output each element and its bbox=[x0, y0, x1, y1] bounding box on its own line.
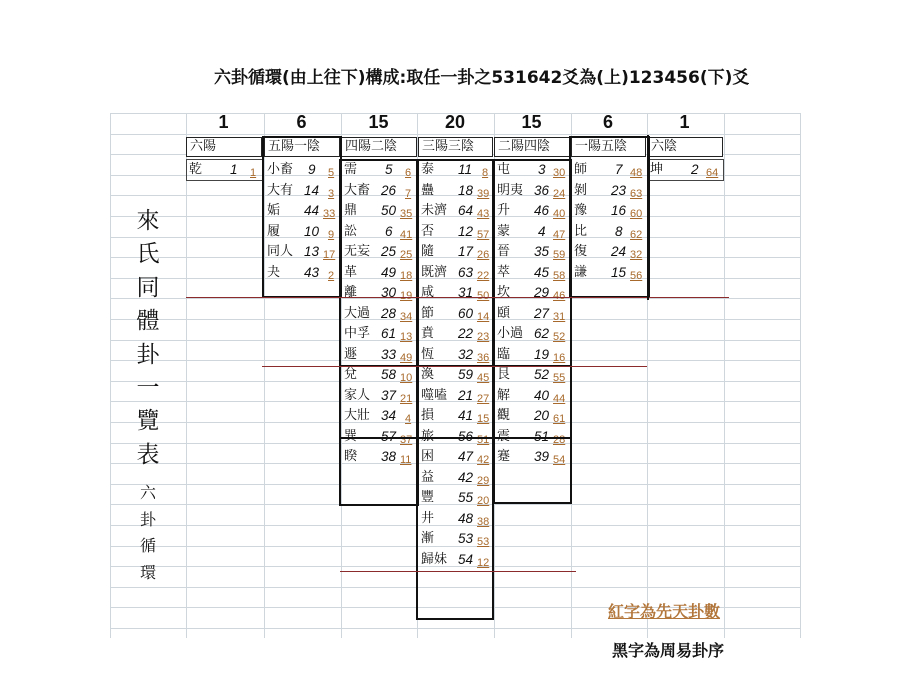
xiantian-number: 1 bbox=[250, 167, 257, 179]
hexagram-name: 大壯 bbox=[344, 408, 371, 423]
xiantian-number: 22 bbox=[477, 269, 490, 282]
hexagram-name: 頤 bbox=[497, 305, 511, 321]
xiantian-number: 11 bbox=[400, 454, 412, 466]
legend-red-text: 紅字為先天卦數 bbox=[608, 602, 721, 621]
hexagram-name: 剝 bbox=[574, 182, 588, 198]
king-wen-number: 16 bbox=[611, 203, 627, 218]
xiantian-number: 28 bbox=[553, 433, 566, 446]
hexagram-name: 咸 bbox=[421, 285, 435, 300]
hexagram-name: 益 bbox=[421, 469, 435, 485]
column-count: 6 bbox=[296, 112, 307, 132]
king-wen-number: 45 bbox=[534, 264, 550, 280]
king-wen-number: 54 bbox=[458, 551, 474, 567]
xiantian-number: 48 bbox=[630, 167, 643, 179]
hexagram-name: 小過 bbox=[497, 326, 524, 341]
hexagram-name: 坤 bbox=[650, 162, 664, 177]
group-box bbox=[339, 159, 419, 506]
xiantian-number: 58 bbox=[553, 269, 566, 282]
column-count: 15 bbox=[368, 112, 389, 132]
xiantian-number: 30 bbox=[553, 167, 566, 179]
section-divider bbox=[339, 437, 419, 439]
section-divider bbox=[494, 437, 572, 439]
king-wen-number: 14 bbox=[304, 182, 320, 198]
king-wen-number: 1 bbox=[230, 162, 238, 177]
xiantian-number: 17 bbox=[323, 249, 336, 261]
xiantian-number: 44 bbox=[553, 392, 566, 405]
xiantian-number: 62 bbox=[630, 228, 643, 241]
xiantian-number: 27 bbox=[477, 392, 490, 405]
hexagram-name: 大有 bbox=[267, 182, 294, 198]
xiantian-number: 60 bbox=[630, 208, 643, 220]
xiantian-number: 52 bbox=[553, 331, 566, 343]
hexagram-name: 升 bbox=[497, 203, 511, 218]
king-wen-number: 38 bbox=[381, 449, 397, 464]
grid-col-line bbox=[110, 113, 111, 638]
king-wen-number: 64 bbox=[458, 203, 474, 218]
xiantian-number: 46 bbox=[553, 290, 566, 302]
hexagram-name: 未濟 bbox=[421, 203, 448, 218]
side-subtitle-char: 循 bbox=[139, 536, 156, 556]
xiantian-number: 33 bbox=[323, 208, 336, 220]
red-divider-line bbox=[262, 366, 647, 367]
xiantian-number: 50 bbox=[477, 290, 490, 302]
king-wen-number: 15 bbox=[611, 264, 627, 280]
hexagram-name: 萃 bbox=[497, 264, 511, 280]
king-wen-number: 46 bbox=[534, 203, 550, 218]
king-wen-number: 58 bbox=[381, 367, 397, 382]
hexagram-name: 巽 bbox=[344, 428, 358, 444]
column-header: 二陽四陰 bbox=[494, 137, 570, 157]
king-wen-number: 26 bbox=[381, 182, 397, 198]
side-title bbox=[130, 205, 166, 586]
king-wen-number: 6 bbox=[385, 223, 393, 239]
xiantian-number: 23 bbox=[477, 331, 490, 343]
side-subtitle-char: 環 bbox=[139, 562, 156, 582]
side-title-char: 表 bbox=[136, 441, 160, 468]
xiantian-number: 26 bbox=[477, 249, 490, 261]
grid-col-line bbox=[800, 113, 801, 638]
king-wen-number: 20 bbox=[534, 408, 550, 423]
group-box bbox=[416, 159, 494, 620]
hexagram-name: 恆 bbox=[421, 346, 435, 362]
column-count: 20 bbox=[444, 112, 466, 132]
hexagram-name: 同人 bbox=[267, 244, 294, 259]
hexagram-name: 困 bbox=[421, 449, 435, 464]
king-wen-number: 51 bbox=[534, 428, 550, 444]
king-wen-number: 19 bbox=[534, 346, 550, 362]
hexagram-name: 井 bbox=[421, 510, 435, 526]
column-header: 六陽 bbox=[186, 137, 262, 157]
xiantian-number: 19 bbox=[400, 290, 413, 302]
xiantian-number: 41 bbox=[400, 228, 413, 241]
grid-col-line bbox=[724, 113, 725, 638]
column-divider bbox=[647, 135, 649, 300]
hexagram-name: 蹇 bbox=[497, 449, 511, 464]
hexagram-name: 復 bbox=[574, 244, 588, 259]
group-box bbox=[569, 136, 650, 298]
group-box bbox=[262, 136, 342, 298]
king-wen-number: 53 bbox=[458, 531, 474, 546]
hexagram-name: 比 bbox=[574, 223, 588, 239]
hexagram-name: 噬嗑 bbox=[421, 387, 448, 403]
column-header: 五陽一陰 bbox=[264, 137, 340, 157]
hexagram-name: 否 bbox=[421, 223, 435, 239]
hexagram-name: 乾 bbox=[189, 162, 203, 177]
hexagram-name: 歸妹 bbox=[421, 551, 448, 567]
xiantian-number: 2 bbox=[328, 269, 335, 282]
page-title: 六卦循環(由上往下)構成:取任一卦之531642爻為(上)123456(下)爻 bbox=[214, 68, 750, 88]
king-wen-number: 33 bbox=[381, 346, 397, 362]
hexagram-name: 解 bbox=[497, 387, 511, 403]
xiantian-number: 12 bbox=[477, 556, 490, 569]
xiantian-number: 38 bbox=[477, 515, 490, 528]
king-wen-number: 10 bbox=[304, 223, 320, 239]
king-wen-number: 7 bbox=[615, 162, 623, 177]
xiantian-number: 7 bbox=[405, 187, 412, 200]
group-box bbox=[493, 159, 572, 504]
king-wen-number: 39 bbox=[534, 449, 550, 464]
king-wen-number: 56 bbox=[458, 428, 474, 444]
king-wen-number: 31 bbox=[458, 285, 474, 300]
hexagram-name: 訟 bbox=[344, 223, 358, 239]
hexagram-name: 謙 bbox=[574, 264, 588, 280]
column-header: 六陰 bbox=[647, 137, 723, 157]
hexagram-name: 需 bbox=[344, 162, 358, 177]
king-wen-number: 44 bbox=[304, 203, 320, 218]
xiantian-number: 13 bbox=[400, 331, 413, 343]
xiantian-number: 10 bbox=[400, 372, 413, 384]
king-wen-number: 52 bbox=[534, 367, 550, 382]
side-title-char: 一 bbox=[136, 375, 160, 402]
side-subtitle-char: 卦 bbox=[139, 509, 156, 529]
xiantian-number: 15 bbox=[477, 413, 490, 425]
king-wen-number: 9 bbox=[308, 162, 316, 177]
cell-border bbox=[647, 159, 724, 181]
king-wen-number: 55 bbox=[458, 490, 474, 505]
king-wen-number: 57 bbox=[381, 428, 397, 444]
section-divider bbox=[416, 437, 494, 439]
xiantian-number: 6 bbox=[405, 167, 412, 179]
king-wen-number: 62 bbox=[534, 326, 550, 341]
xiantian-number: 14 bbox=[477, 310, 490, 323]
xiantian-number: 29 bbox=[477, 474, 490, 487]
hexagram-name: 大畜 bbox=[344, 182, 371, 198]
hexagram-name: 履 bbox=[267, 223, 281, 239]
xiantian-number: 20 bbox=[477, 495, 490, 507]
king-wen-number: 30 bbox=[381, 285, 397, 300]
xiantian-number: 34 bbox=[400, 310, 413, 323]
king-wen-number: 60 bbox=[458, 305, 474, 321]
side-title-char: 卦 bbox=[136, 341, 160, 368]
column-header: 三陽三陰 bbox=[418, 137, 493, 157]
hexagram-name: 中孚 bbox=[344, 326, 371, 341]
xiantian-number: 4 bbox=[405, 413, 412, 425]
king-wen-number: 29 bbox=[534, 285, 550, 300]
king-wen-number: 17 bbox=[458, 244, 474, 259]
king-wen-number: 24 bbox=[611, 244, 627, 259]
king-wen-number: 41 bbox=[458, 408, 474, 423]
king-wen-number: 8 bbox=[615, 223, 623, 239]
king-wen-number: 43 bbox=[304, 264, 320, 280]
xiantian-number: 57 bbox=[477, 228, 490, 241]
xiantian-number: 25 bbox=[400, 249, 413, 261]
xiantian-number: 36 bbox=[477, 351, 490, 364]
xiantian-number: 47 bbox=[553, 228, 566, 241]
hexagram-name: 觀 bbox=[497, 408, 511, 423]
king-wen-number: 47 bbox=[458, 449, 474, 464]
hexagram-name: 兌 bbox=[344, 367, 358, 382]
xiantian-number: 54 bbox=[553, 454, 566, 466]
hexagram-name: 明夷 bbox=[497, 182, 524, 198]
xiantian-number: 16 bbox=[553, 351, 566, 364]
hexagram-name: 賁 bbox=[421, 326, 435, 341]
side-title-char: 來 bbox=[136, 208, 160, 234]
hexagram-name: 渙 bbox=[421, 367, 435, 382]
side-title-char: 體 bbox=[136, 308, 160, 335]
xiantian-number: 5 bbox=[328, 167, 335, 179]
hexagram-name: 蒙 bbox=[497, 223, 511, 239]
xiantian-number: 24 bbox=[553, 187, 566, 200]
king-wen-number: 11 bbox=[458, 162, 473, 177]
king-wen-number: 4 bbox=[538, 223, 546, 239]
xiantian-number: 59 bbox=[553, 249, 566, 261]
xiantian-number: 55 bbox=[553, 372, 566, 384]
hexagram-name: 姤 bbox=[267, 203, 281, 218]
hexagram-name: 旅 bbox=[421, 428, 435, 444]
hexagram-name: 泰 bbox=[421, 162, 435, 177]
king-wen-number: 37 bbox=[381, 387, 397, 403]
column-header: 一陽五陰 bbox=[571, 137, 646, 157]
side-title-char: 氏 bbox=[136, 241, 160, 268]
king-wen-number: 34 bbox=[381, 408, 397, 423]
hexagram-name: 蠱 bbox=[421, 182, 435, 198]
hexagram-name: 豫 bbox=[574, 203, 588, 218]
king-wen-number: 42 bbox=[458, 469, 474, 485]
king-wen-number: 25 bbox=[381, 244, 397, 259]
hexagram-name: 漸 bbox=[421, 531, 435, 546]
hexagram-name: 小畜 bbox=[267, 162, 294, 177]
king-wen-number: 40 bbox=[534, 387, 550, 403]
hexagram-name: 損 bbox=[421, 408, 435, 423]
king-wen-number: 22 bbox=[458, 326, 474, 341]
side-title-char: 同 bbox=[136, 274, 160, 301]
hexagram-name: 革 bbox=[344, 264, 358, 280]
xiantian-number: 18 bbox=[400, 269, 413, 282]
king-wen-number: 32 bbox=[458, 346, 474, 362]
king-wen-number: 63 bbox=[458, 264, 474, 280]
hexagram-name: 艮 bbox=[497, 367, 511, 382]
grid-row-line bbox=[110, 134, 800, 135]
hexagram-name: 臨 bbox=[497, 346, 511, 362]
grid-row-line bbox=[110, 628, 800, 629]
xiantian-number: 56 bbox=[630, 269, 643, 282]
king-wen-number: 3 bbox=[538, 162, 546, 177]
xiantian-number: 61 bbox=[553, 413, 566, 425]
xiantian-number: 40 bbox=[553, 208, 566, 220]
hexagram-name: 睽 bbox=[344, 449, 358, 464]
hexagram-name: 離 bbox=[344, 285, 358, 300]
xiantian-number: 8 bbox=[482, 167, 489, 179]
xiantian-number: 43 bbox=[477, 208, 490, 220]
king-wen-number: 28 bbox=[381, 305, 397, 321]
hexagram-name: 无妄 bbox=[344, 244, 371, 259]
xiantian-number: 37 bbox=[400, 433, 413, 446]
red-divider-line bbox=[340, 571, 576, 572]
hexagram-name: 坎 bbox=[497, 285, 511, 300]
xiantian-number: 39 bbox=[477, 187, 490, 200]
xiantian-number: 53 bbox=[477, 536, 490, 548]
king-wen-number: 13 bbox=[304, 244, 320, 259]
king-wen-number: 35 bbox=[534, 244, 550, 259]
king-wen-number: 27 bbox=[534, 305, 550, 321]
column-count: 15 bbox=[521, 112, 542, 132]
king-wen-number: 5 bbox=[385, 162, 393, 177]
hexagram-name: 晉 bbox=[497, 244, 511, 259]
xiantian-number: 49 bbox=[400, 351, 413, 364]
xiantian-number: 32 bbox=[630, 249, 643, 261]
hexagram-name: 夬 bbox=[267, 264, 281, 280]
xiantian-number: 45 bbox=[477, 372, 490, 384]
side-subtitle-char: 六 bbox=[139, 483, 156, 503]
xiantian-number: 9 bbox=[328, 228, 335, 241]
hexagram-name: 豐 bbox=[421, 490, 435, 505]
hexagram-name: 大過 bbox=[344, 305, 371, 321]
column-header: 四陽二陰 bbox=[341, 137, 417, 157]
king-wen-number: 50 bbox=[381, 203, 397, 218]
king-wen-number: 49 bbox=[381, 264, 397, 280]
hexagram-name: 遯 bbox=[344, 346, 358, 362]
king-wen-number: 12 bbox=[458, 223, 474, 239]
xiantian-number: 31 bbox=[553, 310, 566, 323]
king-wen-number: 18 bbox=[458, 182, 474, 198]
xiantian-number: 64 bbox=[706, 167, 719, 179]
hexagram-name: 師 bbox=[574, 162, 588, 177]
xiantian-number: 63 bbox=[630, 187, 643, 200]
king-wen-number: 48 bbox=[458, 510, 474, 526]
xiantian-number: 21 bbox=[400, 392, 413, 405]
hexagram-name: 家人 bbox=[344, 387, 371, 403]
king-wen-number: 23 bbox=[611, 182, 627, 198]
column-count: 1 bbox=[218, 112, 229, 132]
hexagram-name: 鼎 bbox=[344, 203, 358, 218]
hexagram-name: 節 bbox=[421, 305, 435, 321]
king-wen-number: 36 bbox=[534, 182, 550, 198]
xiantian-number: 51 bbox=[477, 433, 490, 446]
grid-col-line bbox=[186, 113, 187, 638]
column-count: 6 bbox=[602, 112, 613, 132]
hexagram-name: 隨 bbox=[421, 244, 435, 259]
king-wen-number: 2 bbox=[691, 162, 699, 177]
king-wen-number: 59 bbox=[458, 367, 474, 382]
xiantian-number: 35 bbox=[400, 208, 413, 220]
king-wen-number: 61 bbox=[381, 326, 397, 341]
cell-border bbox=[186, 159, 263, 181]
side-title-char: 覽 bbox=[136, 408, 160, 435]
hexagram-name: 震 bbox=[497, 428, 511, 444]
hexagram-name: 既濟 bbox=[421, 264, 448, 280]
hexagram-name: 屯 bbox=[497, 162, 511, 177]
xiantian-number: 3 bbox=[328, 187, 335, 200]
column-count: 1 bbox=[679, 112, 690, 132]
legend-black-text: 黑字為周易卦序 bbox=[612, 641, 725, 660]
xiantian-number: 42 bbox=[477, 454, 490, 466]
king-wen-number: 21 bbox=[458, 387, 474, 403]
